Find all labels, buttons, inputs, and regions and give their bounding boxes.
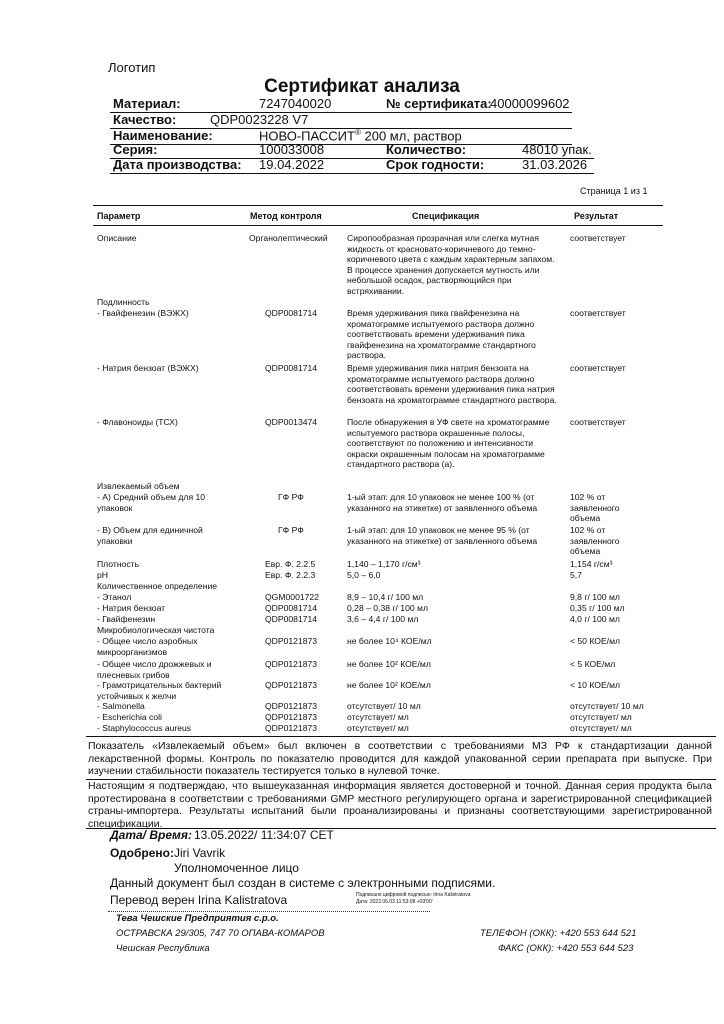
- note-confirmation: Настоящим я подтверждаю, что вышеуказанная информация является достоверной и точной. Данная серия продукта была протестирована в соответствии с требованиями GMP местного регулирующего органа и зарегистрированной спецификацией страны-импортера. Результаты испытаний были проанализированы и признаны соответствующими зарегистрированной спецификации.: [88, 780, 712, 830]
- digital-signature: Подписано цифровой подписью: Irina Kalistratova: [356, 892, 471, 898]
- result-cell: соответствует: [570, 363, 626, 373]
- production-date-value: 19.04.2022: [259, 157, 325, 172]
- expiry-value: 31.03.2026: [522, 157, 588, 172]
- product-detail: 200 мл, раствор: [360, 128, 462, 144]
- expiry-label: Срок годности:: [386, 157, 485, 172]
- method-cell: QGM0001722: [265, 592, 319, 602]
- approver-role: Уполномоченное лицо: [174, 861, 299, 875]
- quality-label: Качество:: [113, 112, 177, 127]
- method-cell: QDP0121873: [265, 636, 318, 646]
- sign-date-value: 13.05.2022/ 11:34:07 CET: [194, 828, 334, 842]
- name-label: Наименование:: [113, 128, 213, 143]
- spec-cell: отсутствует/ мл: [347, 723, 409, 733]
- result-cell: 9,8 г/ 100 мл: [570, 592, 620, 602]
- spec-cell: 5,0 – 6,0: [347, 570, 381, 580]
- method-cell: QDP0121873: [265, 659, 318, 669]
- param-cell: - Staphylococcus aureus: [97, 723, 192, 733]
- param-cell: - Общее число дрожжевых и плесневых грибов: [97, 659, 212, 680]
- method-cell: QDP0121873: [265, 712, 318, 722]
- result-cell: отсутствует/ мл: [570, 723, 632, 733]
- result-cell: 5,7: [570, 570, 582, 580]
- param-cell: - Гвайфенезин: [97, 614, 156, 624]
- divider: [86, 736, 716, 737]
- spec-cell: 8,9 – 10,4 г/ 100 мл: [347, 592, 424, 602]
- signature-line: [108, 911, 430, 912]
- result-cell: соответствует: [570, 308, 626, 318]
- result-cell: отсутствует/ 10 мл: [570, 701, 644, 711]
- spec-cell: Время удерживания пика натрия бензоата на хроматограмме испытуемого раствора должно соответствовать времени удерживания пика натрия бензоата на хроматограмме стандартного раствора.: [347, 363, 557, 405]
- company-address: ОСТРАВСКА 29/305, 747 70 ОПАВА-КОМАРОВ: [116, 928, 325, 939]
- param-cell: Описание: [97, 233, 137, 243]
- certificate-value: 40000099602: [490, 96, 570, 111]
- spec-cell: 1-ый этап: для 10 упаковок не менее 95 % (от указанного на этикетке) от заявленного объема: [347, 525, 538, 546]
- param-cell: - Этанол: [97, 592, 132, 602]
- col-header-result: Результат: [574, 211, 619, 221]
- method-cell: Евр. Ф. 2.2.3: [265, 570, 316, 580]
- phone: ТЕЛЕФОН (ОКК): +420 553 644 521: [480, 928, 637, 939]
- param-cell: - Грамотрицательных бактерий устойчивых к желчи: [97, 680, 222, 701]
- company-name: Тева Чешские Предприятия с.р.о.: [116, 913, 279, 924]
- method-cell: QDP0081714: [265, 308, 318, 318]
- spec-cell: 0,28 – 0,38 г/ 100 мл: [347, 603, 428, 613]
- registered-mark: ®: [354, 128, 361, 137]
- param-cell: - Натрия бензоат: [97, 603, 166, 613]
- spec-cell: Время удерживания пика гвайфенезина на хроматограмме испытуемого раствора должно соответствовать времени удерживания пика гвайфенезина на хроматограмме стандартного раствора.: [347, 308, 536, 360]
- approved-label: Одобрено:: [110, 846, 174, 860]
- material-value: 7247040020: [259, 96, 332, 111]
- method-cell: QDP0121873: [265, 723, 318, 733]
- result-cell: 1,154 г/см³: [570, 559, 613, 569]
- param-cell: pH: [97, 570, 108, 580]
- quantity-label: Количество:: [386, 142, 467, 157]
- param-cell: Плотность: [97, 559, 140, 569]
- result-cell: 102 % от заявленного объема: [570, 525, 620, 556]
- certificate-label: № сертификата:: [386, 96, 492, 111]
- page-number: Страница 1 из 1: [580, 186, 648, 196]
- param-cell: Микробиологическая чистота: [97, 625, 215, 635]
- param-cell: - Salmonella: [97, 701, 145, 711]
- document-title: Сертификат анализа: [264, 76, 460, 97]
- spec-cell: отсутствует/ 10 мл: [347, 701, 421, 711]
- col-header-parameter: Параметр: [97, 211, 141, 221]
- note-extractable-volume: Показатель «Извлекаемый объем» был включен в соответствии с требованиями МЗ РФ к стандартизации данной лекарственной формы. Контроль по показателю проводится для каждой упакованной серии препарата при выпуске. При изучении стабильности показатель тестируется только в нулевой точке.: [88, 740, 712, 778]
- result-cell: < 5 КОЕ/мл: [570, 659, 616, 669]
- col-header-method: Метод контроля: [250, 211, 322, 221]
- quantity-value: 48010 упак.: [522, 142, 592, 157]
- param-cell: - Escherichia coli: [97, 712, 162, 722]
- digital-signature-date: Дата: 2022.06.03 11:53:08 +03'00': [356, 899, 433, 905]
- spec-cell: 1,140 – 1,170 г/см³: [347, 559, 421, 569]
- material-label: Материал:: [113, 96, 181, 111]
- series-value: 100033008: [259, 142, 325, 157]
- product-name: НОВО-ПАССИТ: [259, 128, 355, 144]
- spec-cell: 3,6 – 4,4 г/ 100 мл: [347, 614, 419, 624]
- fax: ФАКС (ОКК): +420 553 644 523: [498, 943, 634, 954]
- production-date-label: Дата производства:: [113, 157, 242, 172]
- param-cell: - Гвайфенезин (ВЭЖХ): [97, 308, 189, 318]
- method-cell: QDP0081714: [265, 363, 318, 373]
- result-cell: < 10 КОЕ/мл: [570, 680, 620, 690]
- spec-cell: отсутствует/ мл: [347, 712, 409, 722]
- col-header-spec: Спецификация: [412, 211, 480, 221]
- spec-cell: 1-ый этап: для 10 упаковок не менее 100 % (от указанного на этикетке) от заявленного объема: [347, 492, 538, 513]
- result-cell: соответствует: [570, 233, 626, 243]
- method-cell: QDP0081714: [265, 603, 318, 613]
- method-cell: QDP0013474: [265, 417, 318, 427]
- method-cell: ГФ РФ: [278, 525, 304, 535]
- result-cell: < 50 КОЕ/мл: [570, 636, 620, 646]
- param-cell: - А) Средний объем для 10 упаковок: [97, 492, 206, 513]
- param-cell: Подлинность: [97, 297, 150, 307]
- spec-cell: не более 10² КОЕ/мл: [347, 680, 431, 690]
- quality-value: QDP0023228 V7: [210, 112, 309, 127]
- param-cell: Количественное определение: [97, 581, 218, 591]
- method-cell: Евр. Ф. 2.2.5: [265, 559, 316, 569]
- company-country: Чешская Республика: [116, 943, 210, 954]
- method-cell: ГФ РФ: [278, 492, 304, 502]
- spec-cell: не более 10⁴ КОЕ/мл: [347, 636, 432, 646]
- sign-date-label: Дата/ Время:: [110, 828, 192, 842]
- series-label: Серия:: [113, 142, 158, 157]
- method-cell: QDP0121873: [265, 680, 318, 690]
- param-cell: Извлекаемый объем: [97, 481, 180, 491]
- method-cell: Органолептический: [249, 233, 328, 243]
- spec-cell: не более 10² КОЕ/мл: [347, 659, 431, 669]
- result-cell: 4,0 г/ 100 мл: [570, 614, 620, 624]
- electronic-note: Данный документ был создан в системе с электронными подписями.: [110, 876, 496, 890]
- result-cell: 0,35 г/ 100 мл: [570, 603, 625, 613]
- param-cell: - Флавоноиды (ТСХ): [97, 417, 178, 427]
- param-cell: - Натрия бензоат (ВЭЖХ): [97, 363, 199, 373]
- param-cell: - Общее число аэробных микроорганизмов: [97, 636, 198, 657]
- method-cell: QDP0081714: [265, 614, 318, 624]
- logo-placeholder: Логотип: [108, 60, 156, 75]
- result-cell: отсутствует/ мл: [570, 712, 632, 722]
- approved-value: Jiri Vavrik: [174, 846, 226, 860]
- translation-note: Перевод верен Irina Kalistratova: [110, 893, 288, 907]
- method-cell: QDP0121873: [265, 701, 318, 711]
- param-cell: - В) Объем для единичной упаковки: [97, 525, 203, 546]
- spec-cell: После обнаружения в УФ свете на хроматограмме испытуемого раствора окрашенные полосы, соответствуют по положению и интенсивности окраски окрашенным полосам на хроматограмме стандартного раствора (а).: [347, 417, 550, 469]
- result-cell: 102 % от заявленного объема: [570, 492, 620, 523]
- spec-cell: Сиропообразная прозрачная или слегка мутная жидкость от красновато-коричневого до темно-коричневого цвета с каждым характерным запахом. В процессе хранения допускается мутность или небольшой осадок, растворяющийся при встряхивании.: [347, 233, 555, 296]
- result-cell: соответствует: [570, 417, 626, 427]
